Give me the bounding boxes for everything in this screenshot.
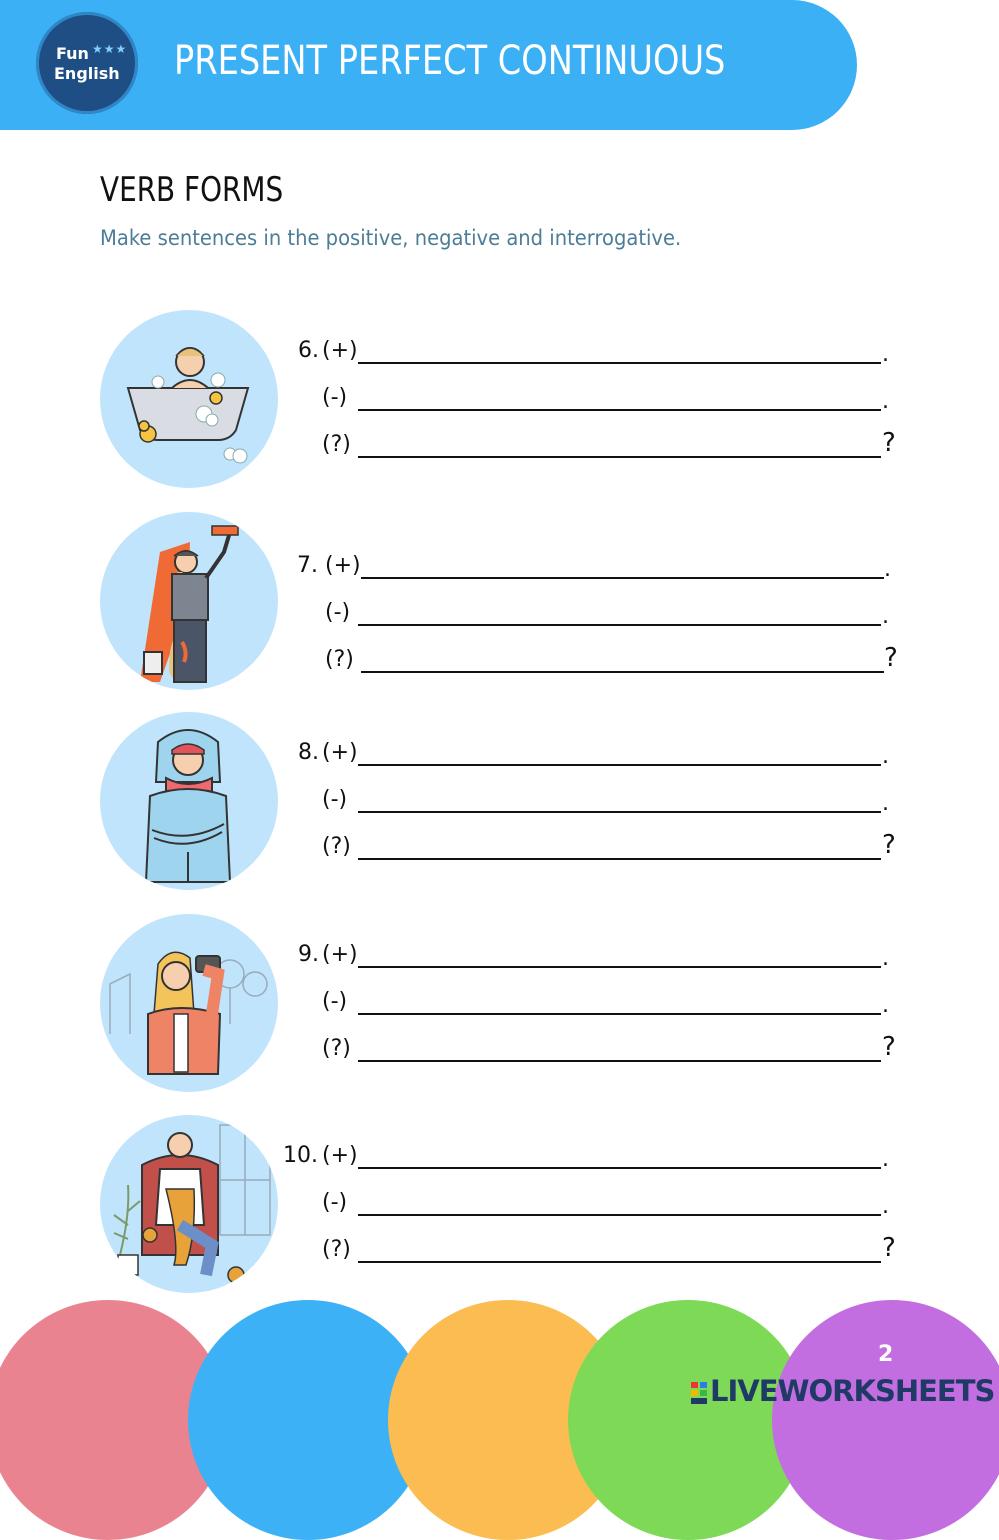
answer-line-positive[interactable] — [361, 577, 884, 579]
question-marker: (?) — [322, 432, 351, 457]
answer-line-negative[interactable] — [358, 1013, 881, 1015]
logo-line2: English — [54, 64, 120, 83]
page-title: PRESENT PERFECT CONTINUOUS — [174, 38, 726, 84]
answer-line-negative[interactable] — [358, 1214, 881, 1216]
painter-illustration — [100, 512, 278, 690]
period-mark: . — [882, 1194, 889, 1219]
positive-marker: (+) — [322, 338, 358, 363]
logo-stars-icon: ★★★ — [92, 42, 128, 56]
question-mark: ? — [882, 1032, 896, 1062]
exercise-7 — [0, 512, 999, 692]
period-mark: . — [882, 389, 889, 414]
positive-marker: (+) — [322, 740, 358, 765]
period-mark: . — [882, 342, 889, 367]
answer-line-question[interactable] — [358, 456, 881, 458]
logo-line1: Fun — [56, 44, 89, 63]
answer-line-question[interactable] — [358, 858, 881, 860]
question-marker: (?) — [322, 1237, 351, 1262]
positive-marker: (+) — [322, 942, 358, 967]
knitting-man-illustration — [100, 1115, 278, 1293]
exercise-number: 7. — [297, 553, 318, 578]
liveworksheets-icon — [690, 1380, 708, 1406]
question-mark: ? — [882, 830, 896, 860]
question-mark: ? — [884, 643, 898, 673]
question-mark: ? — [882, 428, 896, 458]
answer-line-positive[interactable] — [358, 966, 881, 968]
exercise-number: 8. — [298, 740, 319, 765]
period-mark: . — [882, 946, 889, 971]
answer-line-positive[interactable] — [358, 1167, 881, 1169]
cold-person-illustration — [100, 712, 278, 890]
negative-marker: (-) — [322, 787, 348, 812]
answer-line-positive[interactable] — [358, 764, 881, 766]
positive-marker: (+) — [322, 1143, 358, 1168]
answer-line-negative[interactable] — [358, 811, 881, 813]
answer-line-negative[interactable] — [358, 409, 881, 411]
answer-line-positive[interactable] — [358, 362, 881, 364]
page-number: 2 — [878, 1342, 894, 1367]
section-title: VERB FORMS — [100, 170, 284, 210]
liveworksheets-logo[interactable] — [690, 1374, 994, 1408]
answer-line-question[interactable] — [358, 1261, 881, 1263]
exercise-number: 9. — [298, 942, 319, 967]
question-marker: (?) — [322, 834, 351, 859]
negative-marker: (-) — [322, 989, 348, 1014]
positive-marker: (+) — [325, 553, 361, 578]
photographer-illustration — [100, 914, 278, 1092]
exercise-10 — [0, 1115, 999, 1295]
negative-marker: (-) — [322, 385, 348, 410]
brand-text: LIVEWORKSHEETS — [710, 1374, 995, 1408]
period-mark: . — [882, 993, 889, 1018]
question-marker: (?) — [325, 647, 354, 672]
question-mark: ? — [882, 1233, 896, 1263]
exercise-9 — [0, 914, 999, 1094]
question-marker: (?) — [322, 1036, 351, 1061]
period-mark: . — [882, 791, 889, 816]
period-mark: . — [882, 744, 889, 769]
header-banner — [0, 0, 857, 130]
footer-circle-purple — [772, 1300, 999, 1540]
period-mark: . — [882, 604, 889, 629]
instructions-text: Make sentences in the positive, negative and interrogative. — [100, 226, 682, 250]
exercise-number: 6. — [298, 338, 319, 363]
answer-line-question[interactable] — [358, 1060, 881, 1062]
exercise-number: 10. — [283, 1143, 318, 1168]
fun-english-logo — [36, 12, 138, 114]
answer-line-question[interactable] — [361, 671, 884, 673]
baby-bath-illustration — [100, 310, 278, 488]
negative-marker: (-) — [322, 1190, 348, 1215]
period-mark: . — [884, 557, 891, 582]
period-mark: . — [882, 1147, 889, 1172]
exercise-8 — [0, 712, 999, 892]
exercise-6 — [0, 310, 999, 490]
negative-marker: (-) — [325, 600, 351, 625]
answer-line-negative[interactable] — [358, 624, 881, 626]
